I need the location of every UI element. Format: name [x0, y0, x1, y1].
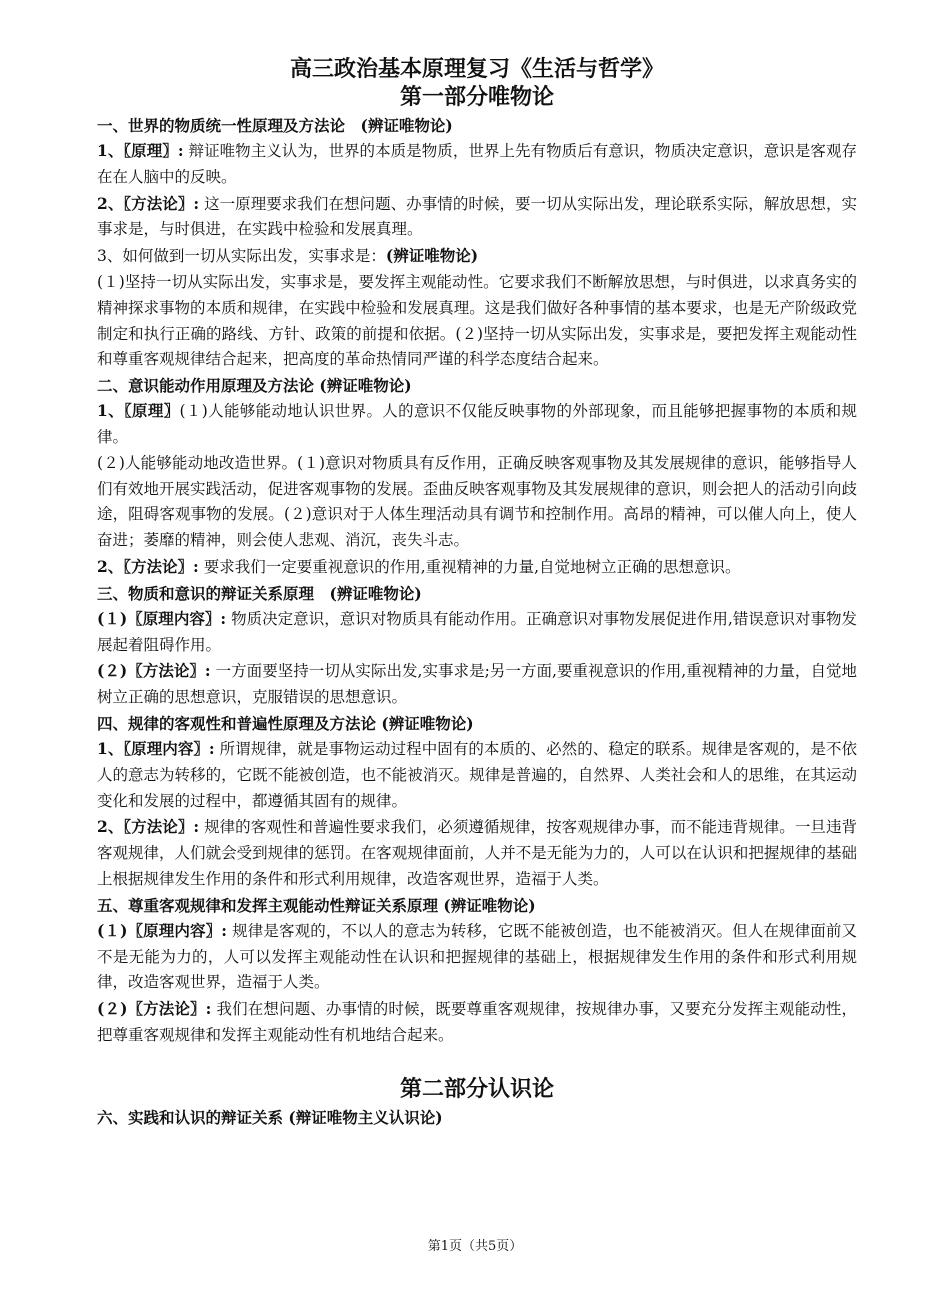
principle-label: 1、〖原理〗:	[97, 141, 184, 160]
section-4-methodology	[97, 814, 857, 892]
section-5-principle	[97, 918, 857, 996]
page-footer: 第1页（共5页）	[427, 1239, 523, 1254]
section-6-heading: 六、实践和认识的辩证关系 (辩证唯物主义认识论)	[97, 1107, 443, 1127]
section-1-heading: 一、世界的物质统一性原理及方法论 (辨证唯物论)	[97, 116, 453, 135]
section-2-detail: (２)人能够能动地改造世界。(１)意识对物质具有反作用，正确反映客观事物及其发展规律的意识，能够指导人们有效地开展实践活动，促进客观事物的发展。歪曲反映客观事物及其发展规律的意识，则会把人的活动引向歧途，阻碍客观事物的发展。(２)意识对于人体生理活动具有调节和控制作用。高昂的精神，可以催人向上，使人奋进；萎靡的精神，则会使人悲观、消沉，丧失斗志。	[97, 453, 857, 550]
part-two-title: 第二部分认识论	[399, 1075, 554, 1102]
principle-text: (１)人能够能动地认识世界。人的意识不仅能反映事物的外部现象，而且能够把握事物的本质和规律。	[97, 402, 857, 446]
section-4-heading: 四、规律的客观性和普遍性原理及方法论 (辨证唯物论)	[97, 713, 474, 733]
methodology-text: 我们在想问题、办事情的时候，既要尊重客观规律，按规律办事，又要充分发挥主观能动性，把尊重客观规律和发挥主观能动性有机地结合起来。	[97, 1000, 858, 1044]
principle-text: 物质决定意识，意识对物质具有能动作用。正确意识对事物发展促进作用,错误意识对事物发展起着阻碍作用。	[97, 609, 858, 654]
principle-text: 规律是客观的，不以人的意志为转移，它既不能被创造，也不能被消灭。但人在规律面前又不是无能为力的，人可以发挥主观能动性在认识和把握规律的基础上，根据规律发生作用的条件和形式利用规律，改造客观世界，造福于人类。	[97, 921, 857, 992]
section-2-heading: 二、意识能动作用原理及方法论 (辨证唯物论)	[97, 376, 412, 396]
section-5-methodology	[97, 996, 857, 1049]
part-one-title: 第一部分唯物论	[399, 84, 554, 110]
methodology-label: (２)〖方法论〗:	[97, 999, 212, 1019]
methodology-text: 规律的客观性和普遍性要求我们，必须遵循规律，按客观规律办事，而不能违背规律。一旦违背客观规律，人们就会受到规律的惩罚。在客观规律面前，人并不是无能为力的，人可以在认识和把握规律的基础上根据规律发生作用的条件和形式利用规律，改造客观世界，造福于人类。	[97, 818, 857, 888]
methodology-label: (２)〖方法论〗:	[97, 661, 211, 681]
how-to-tag: (辨证唯物论)	[385, 246, 479, 266]
section-3-principle	[97, 606, 857, 659]
section-3-heading: 三、物质和意识的辩证关系原理 (辨证唯物论)	[97, 583, 422, 603]
document-page	[97, 56, 857, 1130]
how-to-text: 3、如何做到一切从实际出发，实事求是：	[97, 247, 386, 266]
methodology-text: 一方面要坚持一切从实际出发,实事求是;另一方面,要重视意识的作用,重视精神的力量，自觉地树立正确的思想意识，克服错误的思想意识。	[97, 662, 858, 707]
principle-text: 辩证唯物主义认为，世界的本质是物质，世界上先有物质后有意识，物质决定意识，意识是客观存在在人脑中的反映。	[97, 142, 857, 186]
principle-label: 1、〖原理〗	[97, 401, 180, 421]
methodology-label: 2、〖方法论〗:	[97, 817, 200, 837]
section-1-methodology	[97, 191, 857, 244]
document-title: 高三政治基本原理复习《生活与哲学》	[289, 56, 664, 82]
methodology-text: 这一原理要求我们在想问题、办事情的时候，要一切从实际出发，理论联系实际，解放思想，实事求是，与时俱进，在实践中检验和发展真理。	[97, 194, 857, 239]
section-1-detail: (１)坚持一切从实际出发，实事求是，要发挥主观能动性。它要求我们不断解放思想，与时俱进，以求真务实的精神探求事物的本质和规律，在实践中检验和发展真理。这是我们做好各种事情的基本要求，也是无产阶级政党制定和执行正确的路线、方针、政策的前提和依据。(２)坚持一切从实际出发，实事求是，要把发挥主观能动性和尊重客观规律结合起来，把高度的革命热情同严谨的科学态度结合起来。	[97, 272, 857, 369]
section-5-heading: 五、尊重客观规律和发挥主观能动性辩证关系原理 (辨证唯物论)	[97, 895, 536, 915]
section-1-how-to	[97, 243, 857, 270]
section-1-principle	[97, 138, 857, 191]
methodology-label: 2、〖方法论〗:	[97, 193, 200, 213]
section-3-methodology	[97, 658, 857, 711]
methodology-label: 2、〖方法论〗:	[97, 556, 199, 576]
methodology-text: 要求我们一定要重视意识的作用,重视精神的力量,自觉地树立正确的思想意识。	[198, 557, 741, 576]
section-2-methodology	[97, 554, 857, 581]
section-4-principle	[97, 736, 857, 814]
principle-label: (１)〖原理内容〗:	[97, 920, 228, 940]
principle-label: (１)〖原理内容〗:	[97, 608, 227, 628]
principle-text: 所谓规律，就是事物运动过程中固有的本质的、必然的、稳定的联系。规律是客观的，是不依人的意志为转移的，它既不能被创造，也不能被消灭。规律是普遍的，自然界、人类社会和人的思维，在其运动变化和发展的过程中，都遵循其固有的规律。	[97, 739, 857, 810]
principle-label: 1、〖原理内容〗:	[97, 738, 215, 758]
section-2-principle	[97, 398, 857, 451]
